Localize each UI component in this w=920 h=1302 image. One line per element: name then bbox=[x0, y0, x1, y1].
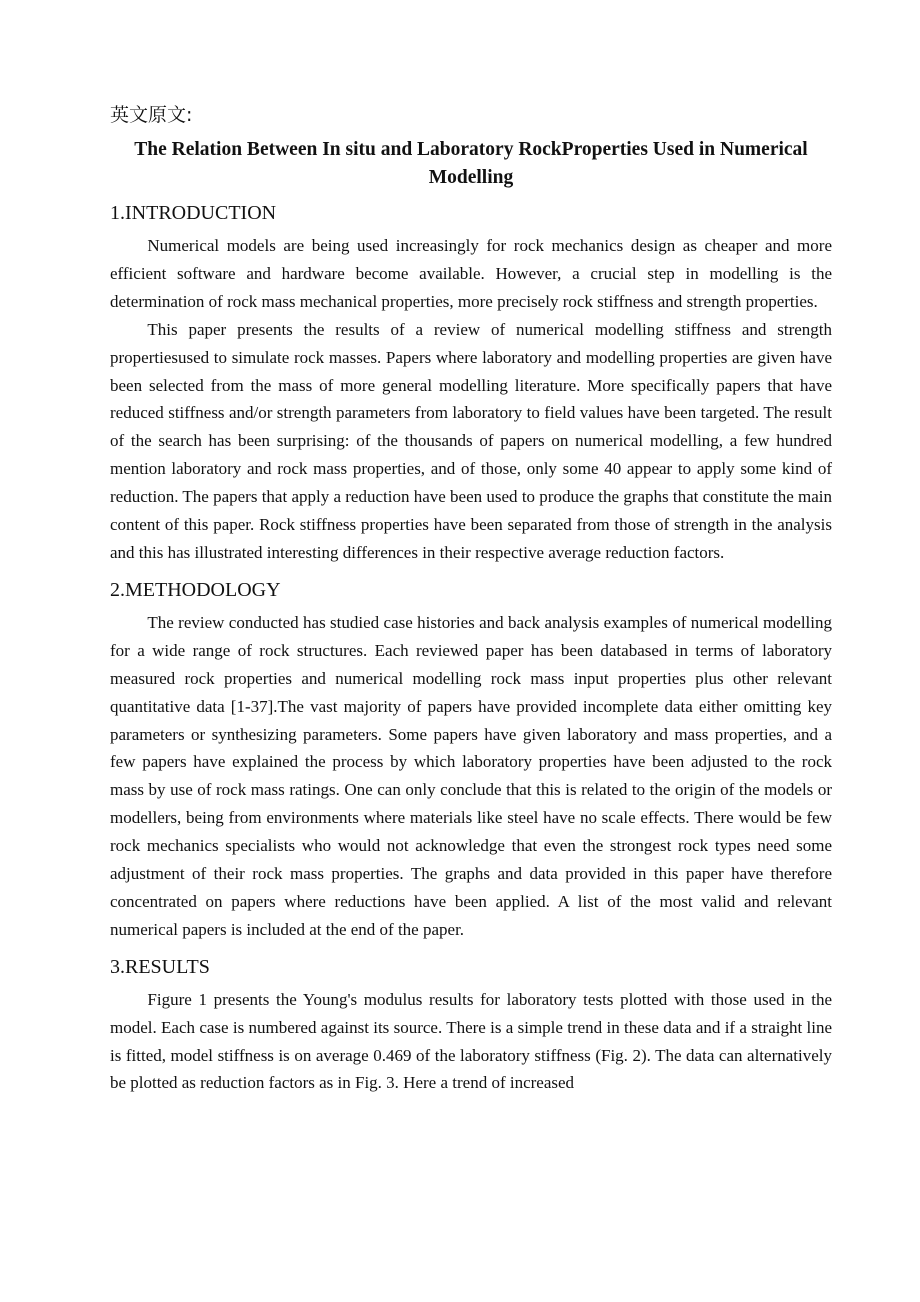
section-heading: 2.METHODOLOGY bbox=[110, 578, 281, 601]
paragraph: Figure 1 presents the Young's modulus results for laboratory tests plotted with those used in the model. Each case is numbered against its source. There is a simple trend in these data and if a straight line is fitted, model stiffness is on average 0.469 of the laboratory stiffness (Fig. 2). The data can alternatively be plotted as reduction factors as in Fig. 3. Here a trend of increased bbox=[110, 989, 832, 1093]
paragraph: The review conducted has studied case histories and back analysis examples of numerical modelling for a wide range of rock structures. Each reviewed paper has been databased in terms of laboratory measured rock properties and numerical modelling rock mass input properties plus other relevant quantitative data [1-37].The vast majority of papers have provided incomplete data either omitting key parameters or synthesizing parameters. Some papers have given laboratory and mass properties, and a few papers have explained the process by which laboratory properties have been adjusted to the rock mass by use of rock mass ratings. One can only conclude that this is related to the origin of the models or modellers, being from environments where materials like steel have no scale effects. There would be few rock mechanics specialists who would not acknowledge that even the strongest rock types need some adjustment of their rock mass properties. The graphs and data provided in this paper have therefore concentrated on papers where reductions have been applied. A list of the most valid and relevant numerical papers is included at the end of the paper. bbox=[110, 612, 832, 939]
section-heading: 1.INTRODUCTION bbox=[110, 202, 277, 224]
source-label: 英文原文: bbox=[110, 104, 193, 126]
section-methodology bbox=[110, 575, 832, 944]
section-introduction bbox=[110, 198, 832, 567]
paragraph: Numerical models are being used increasingly for rock mechanics design as cheaper and more efficient software and hardware become available. However, a crucial step in modelling is the determination of rock mass mechanical properties, more precisely rock stiffness and strength properties. bbox=[110, 236, 832, 311]
section-results bbox=[110, 952, 832, 1098]
document-title: The Relation Between In situ and Laboratory RockProperties Used in Numerical Modelling bbox=[134, 139, 808, 188]
document-page bbox=[110, 100, 832, 1105]
paragraph: This paper presents the results of a review of numerical modelling stiffness and strength propertiesused to simulate rock masses. Papers where laboratory and modelling properties are given have been selected from the mass of more general modelling literature. More specifically papers that have reduced stiffness and/or strength parameters from laboratory to field values have been targeted. The result of the search has been surprising: of the thousands of papers on numerical modelling, a few hundred mention laboratory and rock mass properties, and of those, only some 40 appear to apply some kind of reduction. The papers that apply a reduction have been used to produce the graphs that constitute the main content of this paper. Rock stiffness properties have been separated from those of strength in the analysis and this has illustrated interesting differences in their respective average reduction factors. bbox=[110, 319, 832, 562]
section-heading: 3.RESULTS bbox=[110, 955, 210, 978]
